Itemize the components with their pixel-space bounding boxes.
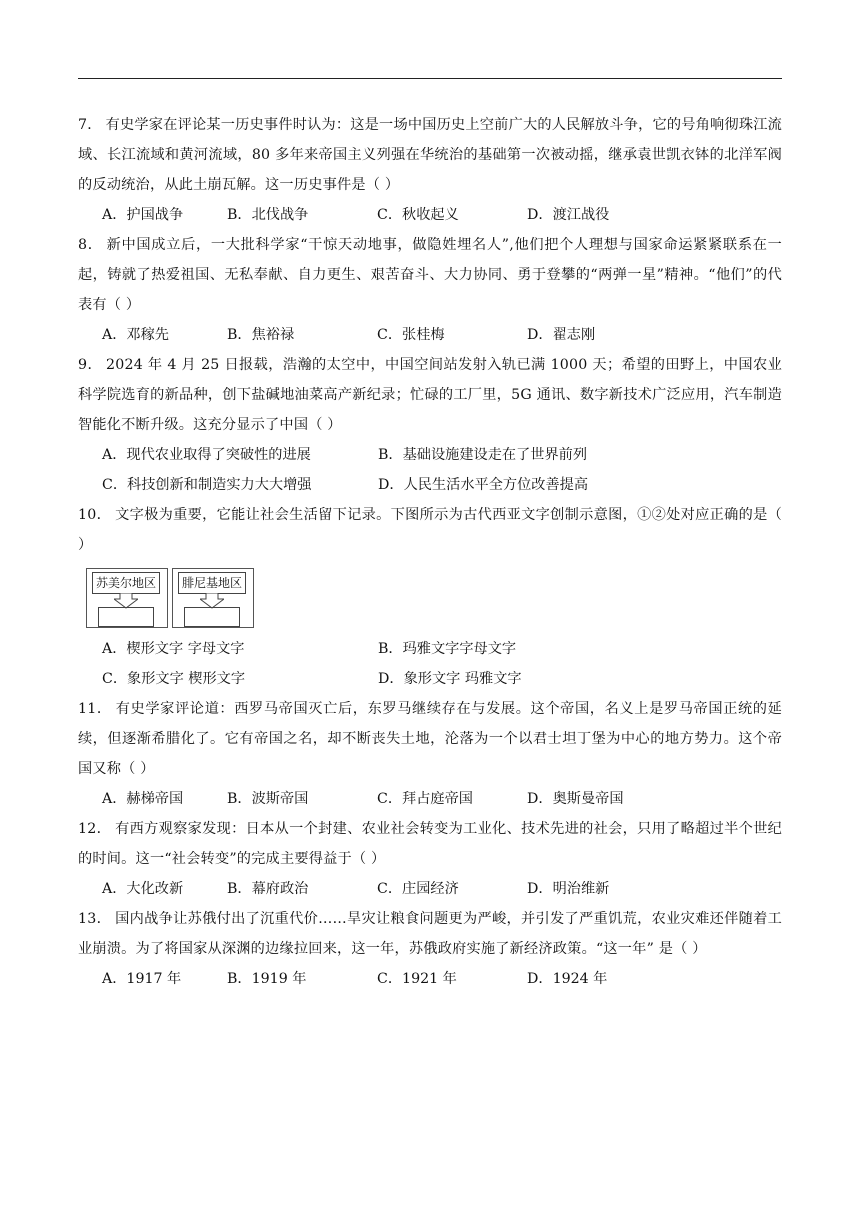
question-9-options-row1 (78, 440, 782, 470)
option-d[interactable]: D．1924 年 (527, 971, 608, 987)
option-c[interactable]: C．秋收起义 (377, 207, 459, 223)
option-b[interactable]: B．幕府政治 (227, 881, 309, 897)
question-10 (78, 500, 782, 560)
option-d[interactable]: D．渡江战役 (527, 207, 610, 223)
option-a[interactable]: A．大化改新 (102, 881, 184, 897)
option-c[interactable]: C．科技创新和制造实力大大增强 (102, 477, 312, 493)
option-d[interactable]: D．奥斯曼帝国 (527, 791, 624, 807)
option-b[interactable]: B．基础设施建设走在了世界前列 (378, 447, 588, 463)
question-number: 13． (78, 911, 112, 927)
option-c[interactable]: C．象形文字 楔形文字 (102, 671, 246, 687)
question-text: 国内战争让苏俄付出了沉重代价……旱灾让粮食问题更为严峻，并引发了严重饥荒，农业灾难还伴随着工业崩溃。为了将国家从深渊的边缘拉回来，这一年，苏俄政府实施了新经济政策。“这一年” 是（ ） (78, 911, 782, 957)
question-10-options-row1 (78, 634, 782, 664)
question-13-options (78, 964, 782, 994)
question-number: 9． (78, 357, 103, 373)
option-d[interactable]: D．人民生活水平全方位改善提高 (378, 477, 589, 493)
option-c[interactable]: C．1921 年 (377, 971, 457, 987)
question-number: 8． (78, 237, 103, 253)
question-9 (78, 350, 782, 440)
question-7 (78, 110, 782, 200)
script-diagram (84, 560, 782, 634)
option-c[interactable]: C．拜占庭帝国 (377, 791, 473, 807)
question-12 (78, 814, 782, 874)
question-number: 11． (78, 701, 112, 717)
box-phoenicia: 腓尼基地区 (178, 572, 246, 594)
answer-box-2 (184, 607, 240, 627)
question-text: 有西方观察家发现：日本从一个封建、农业社会转变为工业化、技术先进的社会，只用了略超过半个世纪的时间。这一“社会转变”的完成主要得益于（ ） (78, 821, 782, 867)
question-7-options (78, 200, 782, 230)
question-10-options-row2 (78, 664, 782, 694)
question-text: 文字极为重要，它能让社会生活留下记录。下图所示为古代西亚文字创制示意图，①②处对应正确的是（ ） (78, 507, 782, 553)
header-rule (78, 78, 782, 79)
question-text: 2024 年 4 月 25 日报载，浩瀚的太空中，中国空间站发射入轨已满 1000 天；希望的田野上，中国农业科学院选育的新品种，创下盐碱地油菜高产新纪录；忙碌的工厂里，5G 通讯、数字新技术广泛应用，汽车制造智能化不断升级。这充分显示了中国（ ） (78, 357, 782, 433)
question-11 (78, 694, 782, 784)
question-text: 有史学家评论道：西罗马帝国灭亡后，东罗马继续存在与发展。这个帝国，名义上是罗马帝国正统的延续，但逐渐希腊化了。它有帝国之名，却不断丧失土地，沦落为一个以君士坦丁堡为中心的地方势力。这个帝国又称（ ） (78, 701, 782, 777)
option-c[interactable]: C．庄园经济 (377, 881, 459, 897)
option-b[interactable]: B．北伐战争 (227, 207, 309, 223)
question-9-options-row2 (78, 470, 782, 500)
option-a[interactable]: A．1917 年 (102, 971, 182, 987)
option-a[interactable]: A．护国战争 (102, 207, 184, 223)
question-number: 10． (78, 507, 112, 523)
option-c[interactable]: C．张桂梅 (377, 327, 445, 343)
option-a[interactable]: A．楔形文字 字母文字 (102, 641, 245, 657)
option-d[interactable]: D．明治维新 (527, 881, 610, 897)
question-number: 7． (78, 117, 102, 133)
question-8 (78, 230, 782, 320)
exam-content (78, 110, 782, 994)
option-a[interactable]: A．现代农业取得了突破性的进展 (102, 447, 311, 463)
option-b[interactable]: B．1919 年 (227, 971, 307, 987)
question-text: 有史学家在评论某一历史事件时认为：这是一场中国历史上空前广大的人民解放斗争，它的号角响彻珠江流域、长江流域和黄河流域，80 多年来帝国主义列强在华统治的基础第一次被动摇，继承袁世凯衣钵的北洋军阀的反动统治，从此土崩瓦解。这一历史事件是（ ） (78, 117, 782, 193)
box-sumer: 苏美尔地区 (92, 572, 160, 594)
option-b[interactable]: B．波斯帝国 (227, 791, 309, 807)
answer-box-1 (98, 607, 154, 627)
question-12-options (78, 874, 782, 904)
question-number: 12． (78, 821, 112, 837)
option-d[interactable]: D．象形文字 玛雅文字 (378, 671, 522, 687)
question-13 (78, 904, 782, 964)
option-d[interactable]: D．翟志刚 (527, 327, 596, 343)
option-a[interactable]: A．邓稼先 (102, 327, 169, 343)
option-b[interactable]: B．玛雅文字字母文字 (378, 641, 517, 657)
option-b[interactable]: B．焦裕禄 (227, 327, 295, 343)
option-a[interactable]: A．赫梯帝国 (102, 791, 184, 807)
question-8-options (78, 320, 782, 350)
question-text: 新中国成立后，一大批科学家“干惊天动地事，做隐姓埋名人”,他们把个人理想与国家命运紧紧联系在一起，铸就了热爱祖国、无私奉献、自力更生、艰苦奋斗、大力协同、勇于登攀的“两弹一星”精神。“他们”的代表有（ ） (78, 237, 783, 313)
question-11-options (78, 784, 782, 814)
